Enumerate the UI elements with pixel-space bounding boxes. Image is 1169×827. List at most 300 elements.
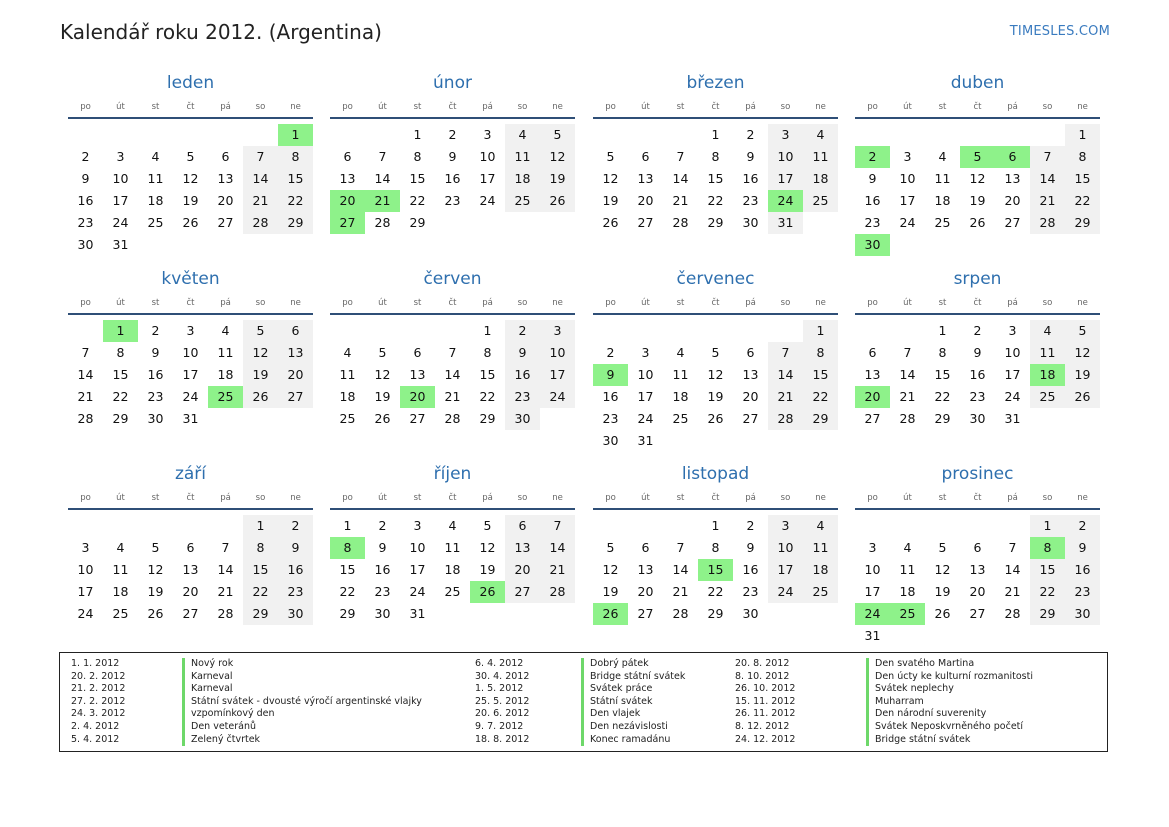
weekend-day-cell[interactable]: 7 [768, 342, 803, 364]
holiday-day-cell[interactable]: 18 [1030, 364, 1065, 386]
weekend-day-cell[interactable]: 16 [278, 559, 313, 581]
day-cell[interactable]: 11 [899, 562, 916, 577]
day-cell[interactable]: 14 [444, 367, 461, 382]
day-cell[interactable]: 7 [903, 345, 912, 360]
weekend-day-cell[interactable]: 27 [278, 386, 313, 408]
day-cell[interactable]: 19 [934, 584, 951, 599]
weekend-day-cell[interactable]: 9 [505, 342, 540, 364]
day-cell[interactable]: 24 [899, 215, 916, 230]
weekend-day-cell[interactable]: 28 [1030, 212, 1065, 234]
day-cell[interactable]: 19 [602, 584, 619, 599]
day-cell[interactable]: 28 [444, 411, 461, 426]
day-cell[interactable]: 10 [637, 367, 654, 382]
day-cell[interactable]: 13 [742, 367, 759, 382]
weekend-day-cell[interactable]: 7 [243, 146, 278, 168]
weekend-day-cell[interactable]: 5 [540, 124, 575, 146]
weekend-day-cell[interactable]: 14 [243, 168, 278, 190]
day-cell[interactable]: 31 [112, 237, 129, 252]
day-cell[interactable]: 25 [112, 606, 129, 621]
day-cell[interactable]: 12 [374, 367, 391, 382]
day-cell[interactable]: 12 [147, 562, 164, 577]
day-cell[interactable]: 31 [864, 628, 881, 643]
weekend-day-cell[interactable]: 25 [505, 190, 540, 212]
day-cell[interactable]: 6 [186, 540, 195, 555]
day-cell[interactable]: 9 [448, 149, 457, 164]
day-cell[interactable]: 2 [746, 518, 755, 533]
day-cell[interactable]: 25 [672, 411, 689, 426]
weekend-day-cell[interactable]: 2 [1065, 515, 1100, 537]
weekend-day-cell[interactable]: 24 [540, 386, 575, 408]
weekend-day-cell[interactable]: 12 [243, 342, 278, 364]
weekend-day-cell[interactable]: 9 [278, 537, 313, 559]
day-cell[interactable]: 3 [81, 540, 90, 555]
weekend-day-cell[interactable]: 29 [1030, 603, 1065, 625]
weekend-day-cell[interactable]: 22 [278, 190, 313, 212]
day-cell[interactable]: 25 [147, 215, 164, 230]
weekend-day-cell[interactable]: 25 [1030, 386, 1065, 408]
weekend-day-cell[interactable]: 10 [768, 537, 803, 559]
day-cell[interactable]: 7 [1008, 540, 1017, 555]
day-cell[interactable]: 3 [641, 345, 650, 360]
weekend-day-cell[interactable]: 20 [505, 559, 540, 581]
day-cell[interactable]: 7 [378, 149, 387, 164]
day-cell[interactable]: 27 [637, 215, 654, 230]
weekend-day-cell[interactable]: 21 [540, 559, 575, 581]
day-cell[interactable]: 5 [483, 518, 492, 533]
day-cell[interactable]: 25 [934, 215, 951, 230]
day-cell[interactable]: 13 [217, 171, 234, 186]
day-cell[interactable]: 26 [147, 606, 164, 621]
day-cell[interactable]: 14 [77, 367, 94, 382]
day-cell[interactable]: 9 [868, 171, 877, 186]
day-cell[interactable]: 21 [77, 389, 94, 404]
day-cell[interactable]: 11 [339, 367, 356, 382]
day-cell[interactable]: 3 [413, 518, 422, 533]
day-cell[interactable]: 10 [479, 149, 496, 164]
day-cell[interactable]: 6 [868, 345, 877, 360]
day-cell[interactable]: 17 [182, 367, 199, 382]
day-cell[interactable]: 8 [711, 540, 720, 555]
day-cell[interactable]: 23 [969, 389, 986, 404]
day-cell[interactable]: 30 [969, 411, 986, 426]
weekend-day-cell[interactable]: 7 [540, 515, 575, 537]
weekend-day-cell[interactable]: 4 [505, 124, 540, 146]
day-cell[interactable]: 18 [217, 367, 234, 382]
weekend-day-cell[interactable]: 3 [768, 124, 803, 146]
weekend-day-cell[interactable]: 29 [243, 603, 278, 625]
weekend-day-cell[interactable]: 22 [1065, 190, 1100, 212]
day-cell[interactable]: 22 [409, 193, 426, 208]
day-cell[interactable]: 19 [147, 584, 164, 599]
day-cell[interactable]: 19 [374, 389, 391, 404]
day-cell[interactable]: 28 [672, 215, 689, 230]
day-cell[interactable]: 23 [864, 215, 881, 230]
day-cell[interactable]: 2 [151, 323, 160, 338]
weekend-day-cell[interactable]: 14 [768, 364, 803, 386]
weekend-day-cell[interactable]: 24 [768, 581, 803, 603]
day-cell[interactable]: 29 [409, 215, 426, 230]
day-cell[interactable]: 28 [899, 411, 916, 426]
day-cell[interactable]: 9 [973, 345, 982, 360]
weekend-day-cell[interactable]: 16 [505, 364, 540, 386]
day-cell[interactable]: 20 [742, 389, 759, 404]
holiday-day-cell[interactable]: 8 [1030, 537, 1065, 559]
day-cell[interactable]: 30 [374, 606, 391, 621]
day-cell[interactable]: 4 [903, 540, 912, 555]
day-cell[interactable]: 1 [413, 127, 422, 142]
day-cell[interactable]: 10 [1004, 345, 1021, 360]
weekend-day-cell[interactable]: 26 [1065, 386, 1100, 408]
holiday-day-cell[interactable]: 8 [330, 537, 365, 559]
day-cell[interactable]: 16 [77, 193, 94, 208]
weekend-day-cell[interactable]: 15 [1065, 168, 1100, 190]
day-cell[interactable]: 5 [151, 540, 160, 555]
weekend-day-cell[interactable]: 23 [1065, 581, 1100, 603]
day-cell[interactable]: 31 [637, 433, 654, 448]
day-cell[interactable]: 19 [182, 193, 199, 208]
day-cell[interactable]: 24 [77, 606, 94, 621]
day-cell[interactable]: 28 [77, 411, 94, 426]
day-cell[interactable]: 6 [343, 149, 352, 164]
day-cell[interactable]: 16 [444, 171, 461, 186]
weekend-day-cell[interactable]: 27 [505, 581, 540, 603]
day-cell[interactable]: 22 [479, 389, 496, 404]
weekend-day-cell[interactable]: 15 [1030, 559, 1065, 581]
day-cell[interactable]: 14 [1004, 562, 1021, 577]
weekend-day-cell[interactable]: 30 [1065, 603, 1100, 625]
holiday-day-cell[interactable]: 27 [330, 212, 365, 234]
day-cell[interactable]: 17 [112, 193, 129, 208]
weekend-day-cell[interactable]: 25 [803, 581, 838, 603]
day-cell[interactable]: 17 [899, 193, 916, 208]
day-cell[interactable]: 1 [483, 323, 492, 338]
day-cell[interactable]: 28 [374, 215, 391, 230]
day-cell[interactable]: 14 [672, 171, 689, 186]
day-cell[interactable]: 29 [479, 411, 496, 426]
day-cell[interactable]: 15 [707, 171, 724, 186]
day-cell[interactable]: 12 [934, 562, 951, 577]
day-cell[interactable]: 27 [1004, 215, 1021, 230]
weekend-day-cell[interactable]: 1 [1065, 124, 1100, 146]
day-cell[interactable]: 17 [637, 389, 654, 404]
weekend-day-cell[interactable]: 12 [540, 146, 575, 168]
weekend-day-cell[interactable]: 17 [540, 364, 575, 386]
weekend-day-cell[interactable]: 25 [803, 190, 838, 212]
day-cell[interactable]: 9 [746, 149, 755, 164]
day-cell[interactable]: 15 [112, 367, 129, 382]
site-link[interactable]: TIMESLES.COM [1009, 24, 1110, 39]
day-cell[interactable]: 14 [374, 171, 391, 186]
weekend-day-cell[interactable]: 6 [278, 320, 313, 342]
holiday-day-cell[interactable]: 1 [103, 320, 138, 342]
weekend-day-cell[interactable]: 10 [540, 342, 575, 364]
day-cell[interactable]: 23 [742, 193, 759, 208]
day-cell[interactable]: 9 [81, 171, 90, 186]
day-cell[interactable]: 14 [899, 367, 916, 382]
day-cell[interactable]: 21 [899, 389, 916, 404]
weekend-day-cell[interactable]: 2 [505, 320, 540, 342]
day-cell[interactable]: 21 [444, 389, 461, 404]
day-cell[interactable]: 5 [606, 149, 615, 164]
day-cell[interactable]: 18 [934, 193, 951, 208]
day-cell[interactable]: 16 [374, 562, 391, 577]
day-cell[interactable]: 30 [602, 433, 619, 448]
day-cell[interactable]: 17 [864, 584, 881, 599]
day-cell[interactable]: 26 [374, 411, 391, 426]
day-cell[interactable]: 6 [641, 149, 650, 164]
weekend-day-cell[interactable]: 30 [278, 603, 313, 625]
weekend-day-cell[interactable]: 5 [243, 320, 278, 342]
day-cell[interactable]: 4 [221, 323, 230, 338]
weekend-day-cell[interactable]: 16 [1065, 559, 1100, 581]
day-cell[interactable]: 16 [742, 562, 759, 577]
day-cell[interactable]: 9 [151, 345, 160, 360]
holiday-day-cell[interactable]: 26 [593, 603, 628, 625]
weekend-day-cell[interactable]: 30 [505, 408, 540, 430]
day-cell[interactable]: 10 [864, 562, 881, 577]
day-cell[interactable]: 3 [1008, 323, 1017, 338]
day-cell[interactable]: 22 [112, 389, 129, 404]
day-cell[interactable]: 12 [602, 562, 619, 577]
day-cell[interactable]: 29 [934, 411, 951, 426]
day-cell[interactable]: 25 [339, 411, 356, 426]
day-cell[interactable]: 1 [711, 127, 720, 142]
day-cell[interactable]: 9 [746, 540, 755, 555]
day-cell[interactable]: 26 [969, 215, 986, 230]
day-cell[interactable]: 21 [672, 584, 689, 599]
day-cell[interactable]: 11 [672, 367, 689, 382]
weekend-day-cell[interactable]: 17 [768, 168, 803, 190]
day-cell[interactable]: 28 [1004, 606, 1021, 621]
day-cell[interactable]: 29 [112, 411, 129, 426]
day-cell[interactable]: 8 [413, 149, 422, 164]
weekend-day-cell[interactable]: 11 [505, 146, 540, 168]
weekend-day-cell[interactable]: 31 [768, 212, 803, 234]
day-cell[interactable]: 10 [899, 171, 916, 186]
weekend-day-cell[interactable]: 4 [1030, 320, 1065, 342]
day-cell[interactable]: 23 [602, 411, 619, 426]
day-cell[interactable]: 12 [969, 171, 986, 186]
weekend-day-cell[interactable]: 21 [1030, 190, 1065, 212]
day-cell[interactable]: 24 [409, 584, 426, 599]
holiday-day-cell[interactable]: 30 [855, 234, 890, 256]
day-cell[interactable]: 1 [938, 323, 947, 338]
weekend-day-cell[interactable]: 18 [803, 168, 838, 190]
weekend-day-cell[interactable]: 3 [768, 515, 803, 537]
weekend-day-cell[interactable]: 8 [1065, 146, 1100, 168]
day-cell[interactable]: 22 [934, 389, 951, 404]
day-cell[interactable]: 18 [147, 193, 164, 208]
weekend-day-cell[interactable]: 13 [505, 537, 540, 559]
day-cell[interactable]: 9 [378, 540, 387, 555]
day-cell[interactable]: 27 [864, 411, 881, 426]
day-cell[interactable]: 13 [969, 562, 986, 577]
day-cell[interactable]: 18 [672, 389, 689, 404]
holiday-day-cell[interactable]: 25 [208, 386, 243, 408]
day-cell[interactable]: 5 [938, 540, 947, 555]
weekend-day-cell[interactable]: 17 [768, 559, 803, 581]
day-cell[interactable]: 16 [864, 193, 881, 208]
weekend-day-cell[interactable]: 6 [505, 515, 540, 537]
day-cell[interactable]: 12 [182, 171, 199, 186]
weekend-day-cell[interactable]: 26 [540, 190, 575, 212]
day-cell[interactable]: 22 [707, 193, 724, 208]
day-cell[interactable]: 11 [112, 562, 129, 577]
day-cell[interactable]: 26 [602, 215, 619, 230]
weekend-day-cell[interactable]: 15 [278, 168, 313, 190]
weekend-day-cell[interactable]: 8 [243, 537, 278, 559]
day-cell[interactable]: 6 [973, 540, 982, 555]
day-cell[interactable]: 14 [672, 562, 689, 577]
weekend-day-cell[interactable]: 19 [540, 168, 575, 190]
weekend-day-cell[interactable]: 14 [1030, 168, 1065, 190]
day-cell[interactable]: 29 [339, 606, 356, 621]
weekend-day-cell[interactable]: 5 [1065, 320, 1100, 342]
day-cell[interactable]: 6 [641, 540, 650, 555]
day-cell[interactable]: 2 [448, 127, 457, 142]
weekend-day-cell[interactable]: 15 [243, 559, 278, 581]
day-cell[interactable]: 23 [147, 389, 164, 404]
day-cell[interactable]: 5 [186, 149, 195, 164]
day-cell[interactable]: 6 [746, 345, 755, 360]
day-cell[interactable]: 1 [343, 518, 352, 533]
day-cell[interactable]: 19 [707, 389, 724, 404]
weekend-day-cell[interactable]: 22 [1030, 581, 1065, 603]
day-cell[interactable]: 3 [868, 540, 877, 555]
day-cell[interactable]: 29 [707, 606, 724, 621]
weekend-day-cell[interactable]: 23 [278, 581, 313, 603]
day-cell[interactable]: 2 [973, 323, 982, 338]
weekend-day-cell[interactable]: 22 [243, 581, 278, 603]
holiday-day-cell[interactable]: 9 [593, 364, 628, 386]
weekend-day-cell[interactable]: 18 [505, 168, 540, 190]
day-cell[interactable]: 16 [742, 171, 759, 186]
day-cell[interactable]: 10 [77, 562, 94, 577]
day-cell[interactable]: 4 [938, 149, 947, 164]
day-cell[interactable]: 11 [217, 345, 234, 360]
weekend-day-cell[interactable]: 29 [803, 408, 838, 430]
day-cell[interactable]: 24 [637, 411, 654, 426]
day-cell[interactable]: 3 [903, 149, 912, 164]
day-cell[interactable]: 20 [637, 193, 654, 208]
day-cell[interactable]: 29 [707, 215, 724, 230]
day-cell[interactable]: 14 [217, 562, 234, 577]
weekend-day-cell[interactable]: 29 [278, 212, 313, 234]
weekend-day-cell[interactable]: 28 [243, 212, 278, 234]
day-cell[interactable]: 26 [934, 606, 951, 621]
day-cell[interactable]: 13 [409, 367, 426, 382]
day-cell[interactable]: 13 [864, 367, 881, 382]
weekend-day-cell[interactable]: 20 [278, 364, 313, 386]
day-cell[interactable]: 18 [339, 389, 356, 404]
day-cell[interactable]: 28 [217, 606, 234, 621]
weekend-day-cell[interactable]: 26 [243, 386, 278, 408]
day-cell[interactable]: 23 [77, 215, 94, 230]
day-cell[interactable]: 28 [672, 606, 689, 621]
day-cell[interactable]: 17 [77, 584, 94, 599]
day-cell[interactable]: 20 [1004, 193, 1021, 208]
day-cell[interactable]: 4 [448, 518, 457, 533]
day-cell[interactable]: 30 [147, 411, 164, 426]
day-cell[interactable]: 27 [182, 606, 199, 621]
holiday-day-cell[interactable]: 5 [960, 146, 995, 168]
holiday-day-cell[interactable]: 15 [698, 559, 733, 581]
day-cell[interactable]: 15 [409, 171, 426, 186]
day-cell[interactable]: 7 [81, 345, 90, 360]
day-cell[interactable]: 4 [343, 345, 352, 360]
weekend-day-cell[interactable]: 2 [278, 515, 313, 537]
weekend-day-cell[interactable]: 10 [768, 146, 803, 168]
weekend-day-cell[interactable]: 19 [1065, 364, 1100, 386]
day-cell[interactable]: 27 [637, 606, 654, 621]
day-cell[interactable]: 27 [969, 606, 986, 621]
weekend-day-cell[interactable]: 22 [803, 386, 838, 408]
holiday-day-cell[interactable]: 26 [470, 581, 505, 603]
day-cell[interactable]: 12 [602, 171, 619, 186]
day-cell[interactable]: 11 [934, 171, 951, 186]
day-cell[interactable]: 11 [444, 540, 461, 555]
weekend-day-cell[interactable]: 29 [1065, 212, 1100, 234]
weekend-day-cell[interactable]: 4 [803, 515, 838, 537]
day-cell[interactable]: 27 [742, 411, 759, 426]
day-cell[interactable]: 15 [339, 562, 356, 577]
weekend-day-cell[interactable]: 14 [540, 537, 575, 559]
day-cell[interactable]: 21 [672, 193, 689, 208]
day-cell[interactable]: 21 [217, 584, 234, 599]
weekend-day-cell[interactable]: 15 [803, 364, 838, 386]
day-cell[interactable]: 20 [969, 584, 986, 599]
day-cell[interactable]: 4 [116, 540, 125, 555]
weekend-day-cell[interactable]: 7 [1030, 146, 1065, 168]
day-cell[interactable]: 23 [742, 584, 759, 599]
day-cell[interactable]: 12 [479, 540, 496, 555]
day-cell[interactable]: 17 [409, 562, 426, 577]
day-cell[interactable]: 23 [374, 584, 391, 599]
weekend-day-cell[interactable]: 1 [803, 320, 838, 342]
day-cell[interactable]: 15 [479, 367, 496, 382]
weekend-day-cell[interactable]: 11 [803, 537, 838, 559]
day-cell[interactable]: 1 [711, 518, 720, 533]
day-cell[interactable]: 13 [1004, 171, 1021, 186]
day-cell[interactable]: 19 [969, 193, 986, 208]
day-cell[interactable]: 16 [147, 367, 164, 382]
day-cell[interactable]: 19 [602, 193, 619, 208]
day-cell[interactable]: 24 [479, 193, 496, 208]
holiday-day-cell[interactable]: 21 [365, 190, 400, 212]
day-cell[interactable]: 25 [444, 584, 461, 599]
holiday-day-cell[interactable]: 25 [890, 603, 925, 625]
day-cell[interactable]: 13 [182, 562, 199, 577]
day-cell[interactable]: 31 [409, 606, 426, 621]
weekend-day-cell[interactable]: 18 [803, 559, 838, 581]
holiday-day-cell[interactable]: 1 [278, 124, 313, 146]
day-cell[interactable]: 7 [676, 149, 685, 164]
day-cell[interactable]: 18 [444, 562, 461, 577]
day-cell[interactable]: 11 [147, 171, 164, 186]
weekend-day-cell[interactable]: 1 [243, 515, 278, 537]
day-cell[interactable]: 8 [116, 345, 125, 360]
day-cell[interactable]: 10 [112, 171, 129, 186]
day-cell[interactable]: 6 [221, 149, 230, 164]
day-cell[interactable]: 26 [182, 215, 199, 230]
holiday-day-cell[interactable]: 20 [330, 190, 365, 212]
day-cell[interactable]: 8 [483, 345, 492, 360]
weekend-day-cell[interactable]: 9 [1065, 537, 1100, 559]
day-cell[interactable]: 3 [483, 127, 492, 142]
day-cell[interactable]: 22 [707, 584, 724, 599]
weekend-day-cell[interactable]: 21 [768, 386, 803, 408]
day-cell[interactable]: 31 [1004, 411, 1021, 426]
